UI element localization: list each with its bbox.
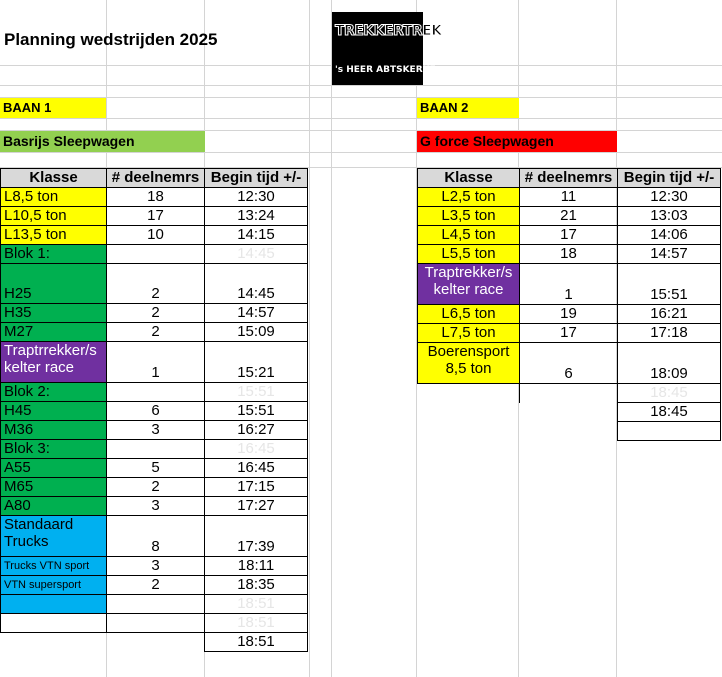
begin-tijd-cell: 14:57 bbox=[618, 245, 721, 264]
deelnemers-cell bbox=[107, 440, 205, 459]
klasse-cell bbox=[418, 403, 520, 422]
deelnemers-cell bbox=[520, 403, 618, 422]
logo-subtitle: 's HEER ABTSKERKE bbox=[335, 65, 436, 75]
table-row bbox=[1, 516, 308, 557]
deelnemers-cell bbox=[520, 384, 618, 403]
table-row bbox=[418, 343, 721, 384]
table-row bbox=[1, 402, 308, 421]
begin-tijd-cell: 15:09 bbox=[205, 323, 308, 342]
table-row bbox=[418, 384, 721, 403]
table-row bbox=[418, 422, 721, 441]
deelnemers-cell: 11 bbox=[520, 188, 618, 207]
begin-tijd-cell: 17:15 bbox=[205, 478, 308, 497]
deelnemers-cell: 3 bbox=[107, 497, 205, 516]
begin-tijd-cell: 18:11 bbox=[205, 557, 308, 576]
klasse-cell: A55 bbox=[1, 459, 107, 478]
begin-tijd-cell: 15:51 bbox=[618, 264, 721, 305]
klasse-cell bbox=[1, 595, 107, 614]
klasse-cell: Standaard Trucks bbox=[1, 516, 107, 557]
baan2-label: BAAN 2 bbox=[417, 98, 519, 118]
deelnemers-cell: 17 bbox=[520, 324, 618, 343]
klasse-cell: L7,5 ton bbox=[418, 324, 520, 343]
klasse-cell: M27 bbox=[1, 323, 107, 342]
table-row bbox=[418, 324, 721, 343]
klasse-cell bbox=[1, 633, 107, 652]
begin-tijd-cell: 12:30 bbox=[205, 188, 308, 207]
deelnemers-cell bbox=[107, 383, 205, 402]
klasse-cell: Blok 2: bbox=[1, 383, 107, 402]
begin-tijd-cell: 13:24 bbox=[205, 207, 308, 226]
deelnemers-cell: 2 bbox=[107, 264, 205, 304]
begin-tijd-cell: 17:27 bbox=[205, 497, 308, 516]
deelnemers-cell: 2 bbox=[107, 576, 205, 595]
begin-tijd-cell: 16:27 bbox=[205, 421, 308, 440]
table-row bbox=[1, 245, 308, 264]
table-row bbox=[1, 614, 308, 633]
deelnemers-cell: 1 bbox=[107, 342, 205, 383]
baan2-table bbox=[417, 168, 721, 441]
column-header-klasse: Klasse bbox=[418, 169, 520, 188]
klasse-cell: L10,5 ton bbox=[1, 207, 107, 226]
begin-tijd-cell bbox=[618, 422, 721, 441]
deelnemers-cell: 3 bbox=[107, 557, 205, 576]
klasse-cell bbox=[418, 422, 520, 441]
column-header-deelnemers: # deelnemrs bbox=[107, 169, 205, 188]
deelnemers-cell: 3 bbox=[107, 421, 205, 440]
klasse-cell: L2,5 ton bbox=[418, 188, 520, 207]
table-header-row bbox=[418, 169, 721, 188]
table-row bbox=[1, 304, 308, 323]
deelnemers-cell: 2 bbox=[107, 478, 205, 497]
baan2-subtitle: G force Sleepwagen bbox=[417, 131, 617, 152]
deelnemers-cell bbox=[107, 245, 205, 264]
klasse-cell: H35 bbox=[1, 304, 107, 323]
deelnemers-cell: 2 bbox=[107, 304, 205, 323]
begin-tijd-cell: 16:45 bbox=[205, 440, 308, 459]
begin-tijd-cell: 18:35 bbox=[205, 576, 308, 595]
table-row bbox=[1, 226, 308, 245]
begin-tijd-cell: 13:03 bbox=[618, 207, 721, 226]
deelnemers-cell: 21 bbox=[520, 207, 618, 226]
klasse-cell: L8,5 ton bbox=[1, 188, 107, 207]
table-row bbox=[1, 633, 308, 652]
begin-tijd-cell: 17:39 bbox=[205, 516, 308, 557]
deelnemers-cell: 17 bbox=[520, 226, 618, 245]
table-row bbox=[1, 478, 308, 497]
table-row bbox=[418, 226, 721, 245]
klasse-cell: Trucks VTN sport bbox=[1, 557, 107, 576]
table-row bbox=[418, 403, 721, 422]
begin-tijd-cell: 17:18 bbox=[618, 324, 721, 343]
column-header-deelnemers: # deelnemrs bbox=[520, 169, 618, 188]
klasse-cell: Traptrrekker/s kelter race bbox=[1, 342, 107, 383]
table-row bbox=[418, 264, 721, 305]
deelnemers-cell: 2 bbox=[107, 323, 205, 342]
klasse-cell: M65 bbox=[1, 478, 107, 497]
deelnemers-cell: 10 bbox=[107, 226, 205, 245]
begin-tijd-cell: 14:15 bbox=[205, 226, 308, 245]
begin-tijd-cell: 16:45 bbox=[205, 459, 308, 478]
baan1-table bbox=[0, 168, 308, 652]
deelnemers-cell: 17 bbox=[107, 207, 205, 226]
klasse-cell: VTN supersport bbox=[1, 576, 107, 595]
trekkertrek-logo bbox=[332, 12, 442, 85]
deelnemers-cell: 18 bbox=[107, 188, 205, 207]
table-row bbox=[1, 595, 308, 614]
table-row bbox=[1, 188, 308, 207]
begin-tijd-cell: 15:51 bbox=[205, 402, 308, 421]
begin-tijd-cell: 15:21 bbox=[205, 342, 308, 383]
table-row bbox=[1, 383, 308, 402]
column-header-klasse: Klasse bbox=[1, 169, 107, 188]
begin-tijd-cell: 14:45 bbox=[205, 264, 308, 304]
klasse-cell: H45 bbox=[1, 402, 107, 421]
begin-tijd-cell: 18:09 bbox=[618, 343, 721, 384]
table-row bbox=[418, 207, 721, 226]
table-row bbox=[1, 207, 308, 226]
klasse-cell: L5,5 ton bbox=[418, 245, 520, 264]
begin-tijd-cell: 14:45 bbox=[205, 245, 308, 264]
table-row bbox=[1, 557, 308, 576]
table-row bbox=[418, 305, 721, 324]
deelnemers-cell: 6 bbox=[107, 402, 205, 421]
begin-tijd-cell: 12:30 bbox=[618, 188, 721, 207]
table-row bbox=[1, 497, 308, 516]
klasse-cell: L4,5 ton bbox=[418, 226, 520, 245]
table-row bbox=[1, 459, 308, 478]
column-header-begin-tijd: Begin tijd +/- bbox=[205, 169, 308, 188]
klasse-cell: Blok 3: bbox=[1, 440, 107, 459]
begin-tijd-cell: 18:51 bbox=[205, 614, 308, 633]
logo-title: TREKKERTREK bbox=[335, 23, 442, 39]
deelnemers-cell bbox=[520, 422, 618, 441]
begin-tijd-cell: 18:51 bbox=[205, 633, 308, 652]
column-header-begin-tijd: Begin tijd +/- bbox=[618, 169, 721, 188]
begin-tijd-cell: 18:45 bbox=[618, 384, 721, 403]
klasse-cell: L6,5 ton bbox=[418, 305, 520, 324]
page-title: Planning wedstrijden 2025 bbox=[4, 30, 218, 49]
table-row bbox=[1, 421, 308, 440]
begin-tijd-cell: 18:45 bbox=[618, 403, 721, 422]
deelnemers-cell: 1 bbox=[520, 264, 618, 305]
klasse-cell: M36 bbox=[1, 421, 107, 440]
table-row bbox=[1, 342, 308, 383]
table-row bbox=[1, 576, 308, 595]
begin-tijd-cell: 16:21 bbox=[618, 305, 721, 324]
deelnemers-cell: 18 bbox=[520, 245, 618, 264]
table-row bbox=[418, 245, 721, 264]
deelnemers-cell: 8 bbox=[107, 516, 205, 557]
deelnemers-cell: 6 bbox=[520, 343, 618, 384]
deelnemers-cell: 5 bbox=[107, 459, 205, 478]
table-row bbox=[418, 188, 721, 207]
klasse-cell bbox=[1, 614, 107, 633]
deelnemers-cell bbox=[107, 614, 205, 633]
begin-tijd-cell: 14:57 bbox=[205, 304, 308, 323]
klasse-cell: Traptrekker/s kelter race bbox=[418, 264, 520, 305]
baan1-label: BAAN 1 bbox=[0, 98, 106, 118]
begin-tijd-cell: 15:51 bbox=[205, 383, 308, 402]
klasse-cell: Boerensport 8,5 ton bbox=[418, 343, 520, 384]
table-row bbox=[1, 264, 308, 304]
begin-tijd-cell: 18:51 bbox=[205, 595, 308, 614]
table-row bbox=[1, 323, 308, 342]
klasse-cell: L13,5 ton bbox=[1, 226, 107, 245]
baan1-subtitle: Basrijs Sleepwagen bbox=[0, 131, 205, 152]
begin-tijd-cell: 14:06 bbox=[618, 226, 721, 245]
table-row bbox=[1, 440, 308, 459]
deelnemers-cell: 19 bbox=[520, 305, 618, 324]
table-header-row bbox=[1, 169, 308, 188]
klasse-cell: H25 bbox=[1, 264, 107, 304]
deelnemers-cell bbox=[107, 633, 205, 652]
deelnemers-cell bbox=[107, 595, 205, 614]
klasse-cell bbox=[418, 384, 520, 403]
klasse-cell: A80 bbox=[1, 497, 107, 516]
klasse-cell: L3,5 ton bbox=[418, 207, 520, 226]
klasse-cell: Blok 1: bbox=[1, 245, 107, 264]
